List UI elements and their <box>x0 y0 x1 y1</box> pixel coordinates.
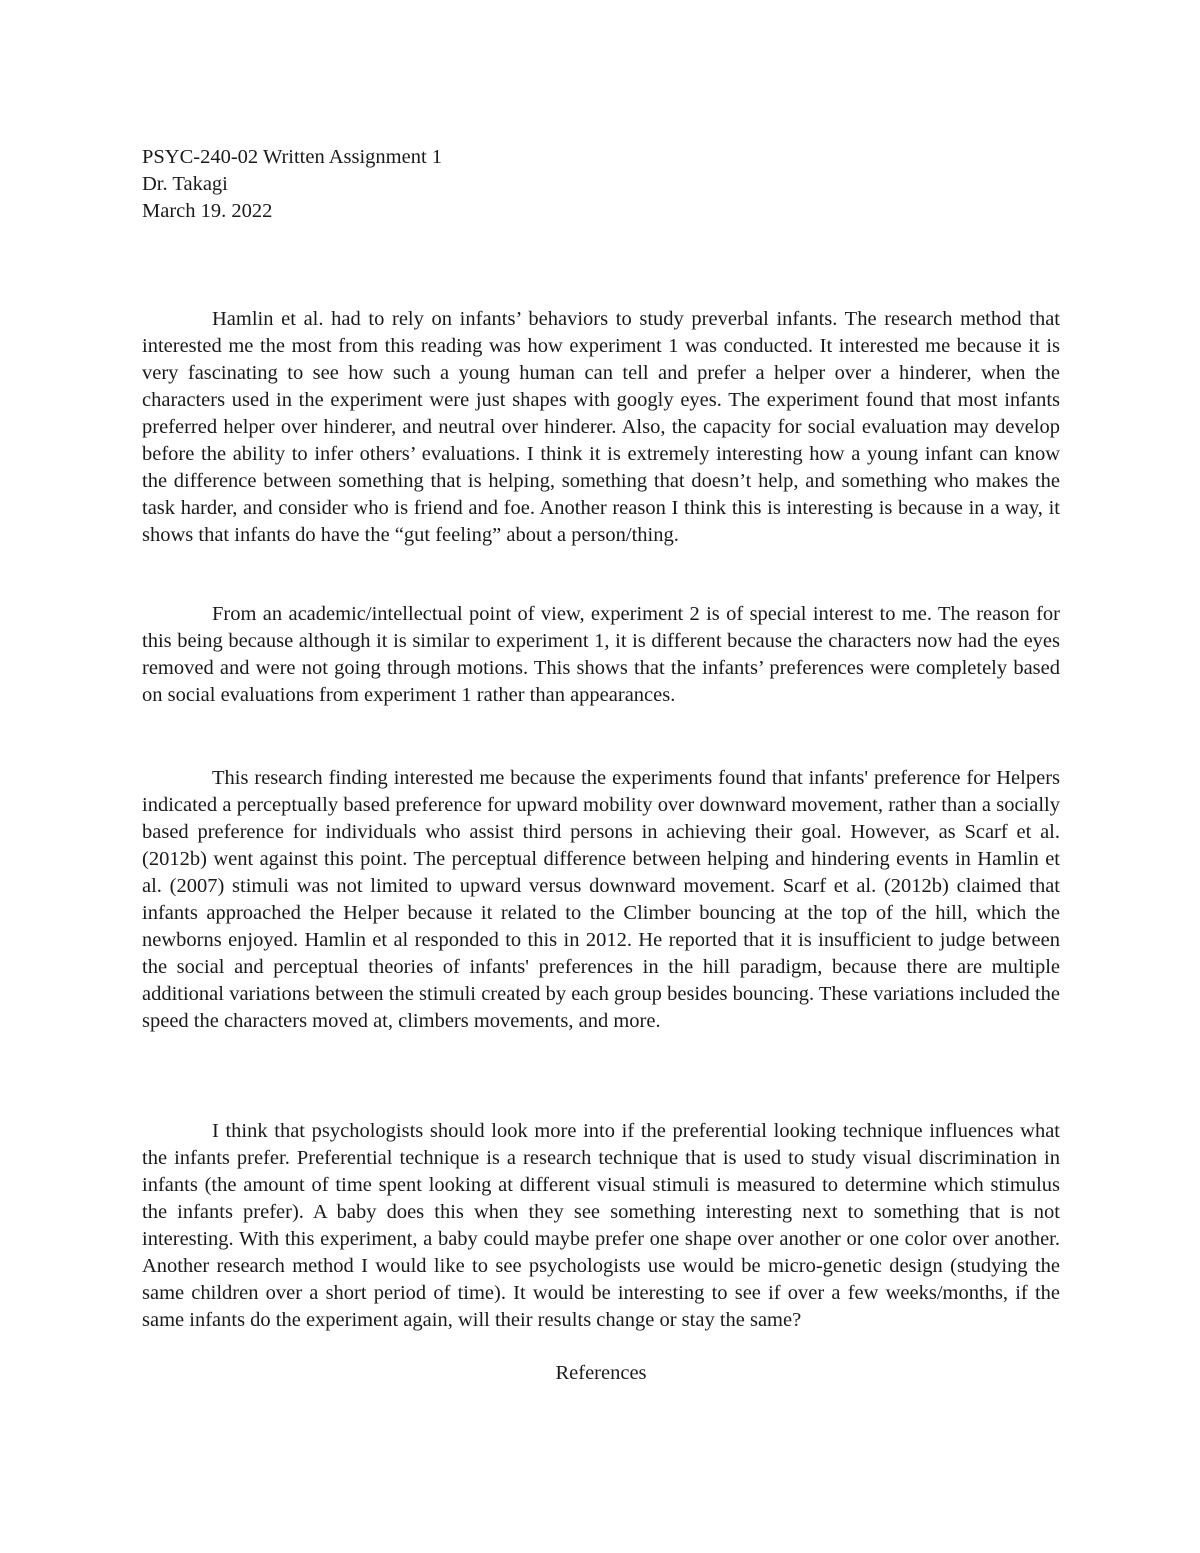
body-paragraph-4: I think that psychologists should look more into if the preferential looking technique influences what the infants prefer. Preferential technique is a research technique that is used to study visual discrimination in infants (the amount of time spent looking at different visual stimuli is measured to determine which stimulus the infants prefer). A baby does this when they see something interesting next to something that is not interesting. With this experiment, a baby could maybe prefer one shape over another or one color over another. Another research method I would like to see psychologists use would be micro-genetic design (studying the same children over a short period of time). It would be interesting to see if over a few weeks/months, if the same infants do the experiment again, will their results change or stay the same? <box>142 1120 1060 1331</box>
instructor-name: Dr. Takagi <box>142 173 228 195</box>
course-title: PSYC-240-02 Written Assignment 1 <box>142 146 443 168</box>
body-paragraph-3: This research finding interested me because the experiments found that infants' preference for Helpers indicated a perceptually based preference for upward mobility over downward movement, rather than a socially based preference for individuals who assist third persons in achieving their goal. However, as Scarf et al. (2012b) went against this point. The perceptual difference between helping and hindering events in Hamlin et al. (2007) stimuli was not limited to upward versus downward movement. Scarf et al. (2012b) claimed that infants approached the Helper because it related to the Climber bouncing at the top of the hill, which the newborns enjoyed. Hamlin et al responded to this in 2012. He reported that it is insufficient to judge between the social and perceptual theories of infants' preferences in the hill paradigm, because there are multiple additional variations between the stimuli created by each group besides bouncing. These variations included the speed the characters moved at, climbers movements, and more. <box>142 767 1060 1032</box>
body-paragraph-1: Hamlin et al. had to rely on infants’ behaviors to study preverbal infants. The research method that interested me the most from this reading was how experiment 1 was conducted. It interested me because it is very fascinating to see how such a young human can tell and prefer a helper over a hinderer, when the characters used in the experiment were just shapes with googly eyes. The experiment found that most infants preferred helper over hinderer, and neutral over hinderer. Also, the capacity for social evaluation may develop before the ability to infer others’ evaluations. I think it is extremely interesting how a young infant can know the difference between something that is helping, something that doesn’t help, and something who makes the task harder, and consider who is friend and foe. Another reason I think this is interesting is because in a way, it shows that infants do have the “gut feeling” about a person/thing. <box>142 308 1060 546</box>
body-paragraph-2: From an academic/intellectual point of view, experiment 2 is of special interest to me. The reason for this being because although it is similar to experiment 1, it is different because the characters now had the eyes removed and were not going through motions. This shows that the infants’ preferences were completely based on social evaluations from experiment 1 rather than appearances. <box>142 603 1060 706</box>
assignment-date: March 19. 2022 <box>142 200 273 222</box>
document-header <box>142 144 1060 225</box>
references-heading: References <box>555 1362 647 1384</box>
